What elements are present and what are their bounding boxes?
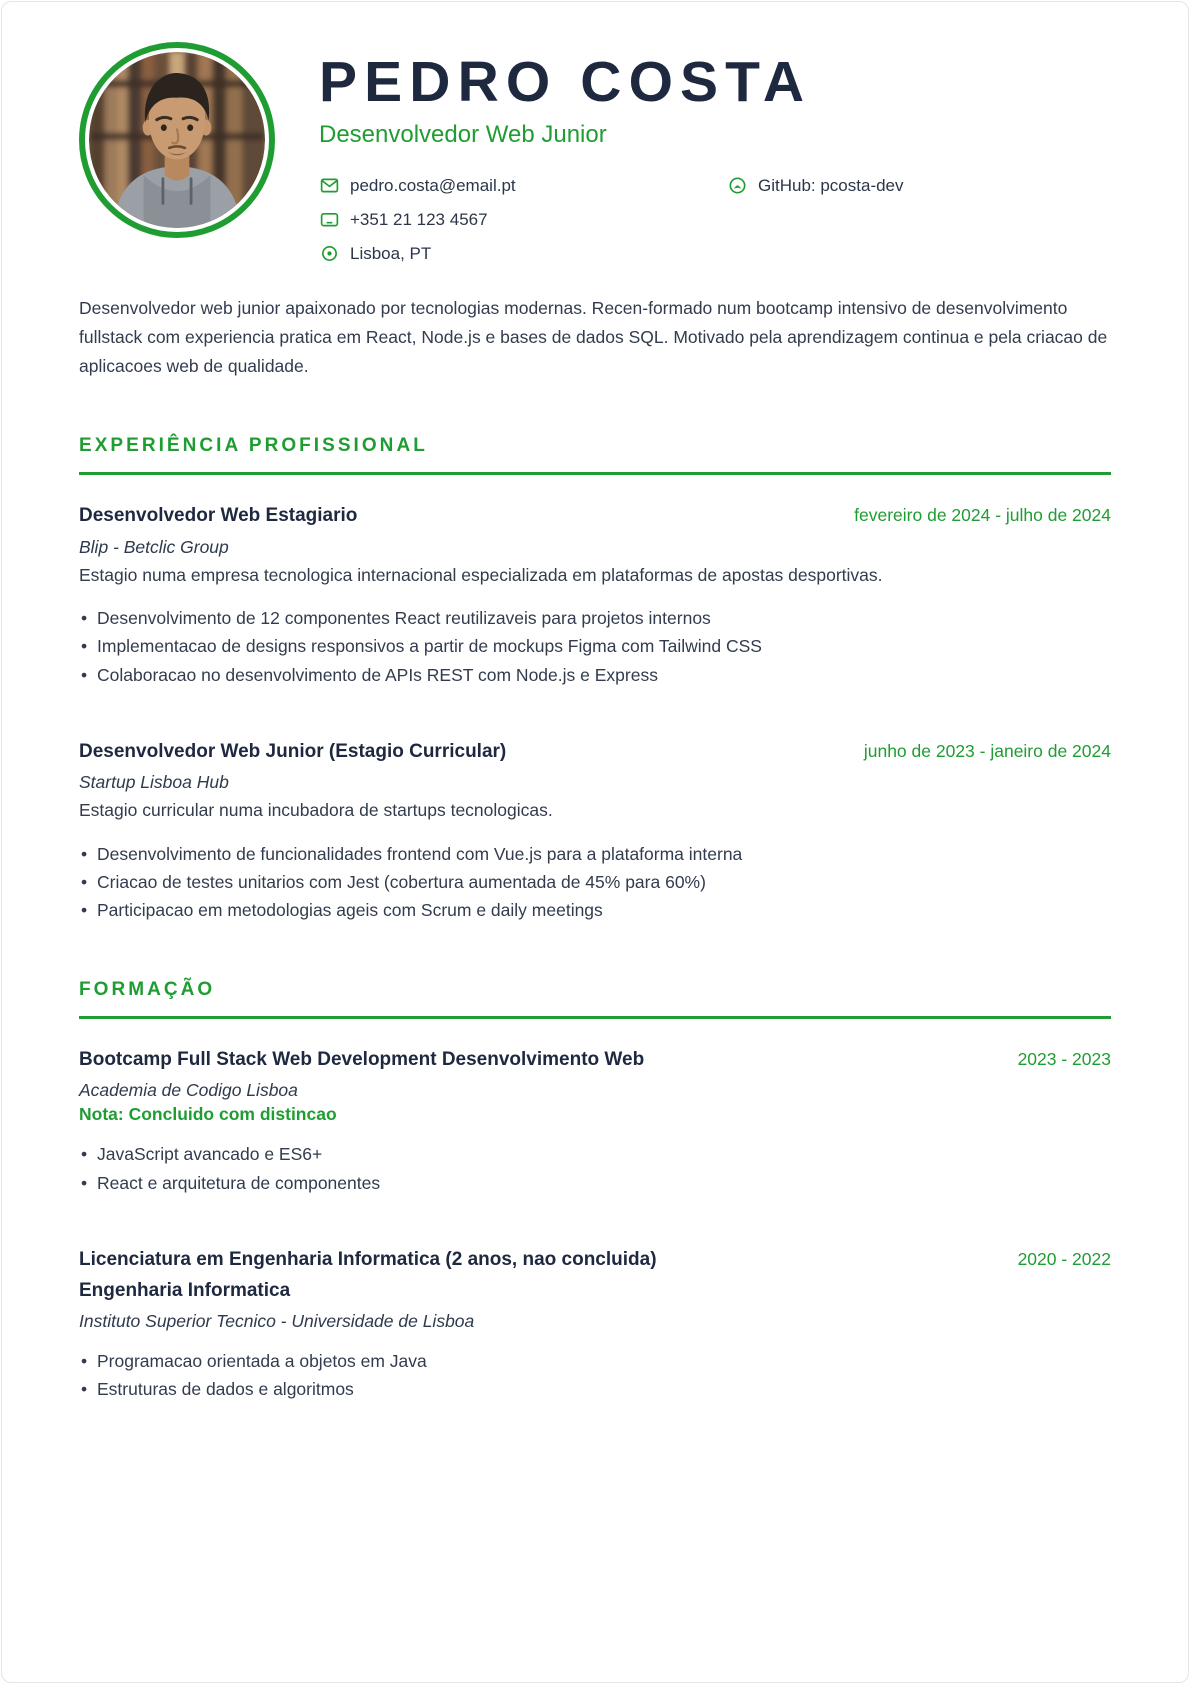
entry-title: Bootcamp Full Stack Web Development Desenvolvimento Web (79, 1048, 645, 1070)
person-name: PEDRO COSTA (319, 50, 812, 114)
entry-dates: fevereiro de 2024 - julho de 2024 (854, 505, 1111, 526)
entry-titles (79, 503, 357, 530)
entry-subtitle: Engenharia Informatica (79, 1279, 291, 1301)
section-education (79, 979, 1111, 1404)
entry-description: Estagio numa empresa tecnologica internacional especializada em plataformas de apostas desportivas. (79, 564, 883, 585)
section-heading-experience: EXPERIÊNCIA PROFISSIONAL (79, 435, 1111, 475)
entry-title: Licenciatura em Engenharia Informatica (2 anos, nao concluida) (79, 1248, 657, 1270)
section-experience (79, 435, 1111, 925)
entry-bullets (79, 604, 1111, 689)
contact-phone-text: +351 21 123 4567 (350, 209, 488, 229)
contact-github (727, 175, 1111, 196)
contact-location (319, 243, 727, 264)
bullet-item: • Desenvolvimento de 12 componentes React reutilizaveis para projetos internos (79, 604, 1111, 632)
resume-page (1, 1, 1189, 1683)
entry-dates: 2023 - 2023 (1017, 1048, 1111, 1069)
bullet-item: • Participacao em metodologias ageis com Scrum e daily meetings (79, 896, 1111, 924)
experience-entry (79, 739, 1111, 925)
avatar (79, 42, 275, 238)
entry-titles (79, 739, 506, 766)
person-job-title: Desenvolvedor Web Junior (319, 121, 607, 148)
entry-school: Academia de Codigo Lisboa (79, 1080, 298, 1101)
header-info (319, 42, 1111, 264)
contact-phone (319, 209, 727, 230)
entry-head (79, 1247, 1111, 1304)
entry-titles (79, 1047, 644, 1074)
entry-school: Instituto Superior Tecnico - Universidade de Lisboa (79, 1311, 475, 1332)
entry-bullets (79, 1347, 1111, 1404)
location-icon (319, 243, 340, 264)
entry-grade-note: Nota: Concluido com distincao (79, 1104, 337, 1125)
entry-description: Estagio curricular numa incubadora de startups tecnologicas. (79, 800, 553, 821)
bullet-item: • Programacao orientada a objetos em Java (79, 1347, 1111, 1375)
contact-email-text: pedro.costa@email.pt (350, 175, 516, 195)
entry-title: Desenvolvedor Web Junior (Estagio Curricular) (79, 740, 507, 762)
bullet-item: • Implementacao de designs responsivos a partir de mockups Figma com Tailwind CSS (79, 632, 1111, 660)
experience-entry (79, 503, 1111, 689)
section-heading-education: FORMAÇÃO (79, 979, 1111, 1019)
entry-titles (79, 1247, 657, 1304)
education-entry (79, 1047, 1111, 1197)
contact-email (319, 175, 727, 196)
entry-dates: junho de 2023 - janeiro de 2024 (863, 740, 1111, 761)
contact-info (319, 175, 1111, 264)
phone-icon (319, 209, 340, 230)
contact-github-text: GitHub: pcosta-dev (758, 175, 904, 195)
bullet-item: • React e arquitetura de componentes (79, 1169, 1111, 1197)
education-entry (79, 1247, 1111, 1404)
github-icon (727, 175, 748, 196)
entry-company: Startup Lisboa Hub (79, 772, 229, 793)
summary-text: Desenvolvedor web junior apaixonado por tecnologias modernas. Recen-formado num bootcamp intensivo de desenvolvimento fullstack com experiencia pratica em React, Node.js e bases de dados SQL. Motivado pela aprendizagem continua e pela criacao de aplicacoes web de qualidade. (79, 298, 1108, 377)
bullet-item: • JavaScript avancado e ES6+ (79, 1140, 1111, 1168)
entry-head (79, 1047, 1111, 1074)
profile-photo (89, 52, 265, 228)
bullet-item: • Criacao de testes unitarios com Jest (cobertura aumentada de 45% para 60%) (79, 868, 1111, 896)
bullet-item: • Desenvolvimento de funcionalidades frontend com Vue.js para a plataforma interna (79, 840, 1111, 868)
entry-head (79, 739, 1111, 766)
entry-company: Blip - Betclic Group (79, 536, 229, 557)
entry-bullets (79, 1140, 1111, 1197)
entry-title: Desenvolvedor Web Estagiario (79, 505, 358, 527)
bullet-item: • Estruturas de dados e algoritmos (79, 1375, 1111, 1403)
entry-bullets (79, 840, 1111, 925)
header (79, 2, 1111, 264)
contact-location-text: Lisboa, PT (350, 243, 432, 263)
entry-head (79, 503, 1111, 530)
bullet-item: • Colaboracao no desenvolvimento de APIs REST com Node.js e Express (79, 661, 1111, 689)
email-icon (319, 175, 340, 196)
entry-dates: 2020 - 2022 (1017, 1248, 1111, 1269)
